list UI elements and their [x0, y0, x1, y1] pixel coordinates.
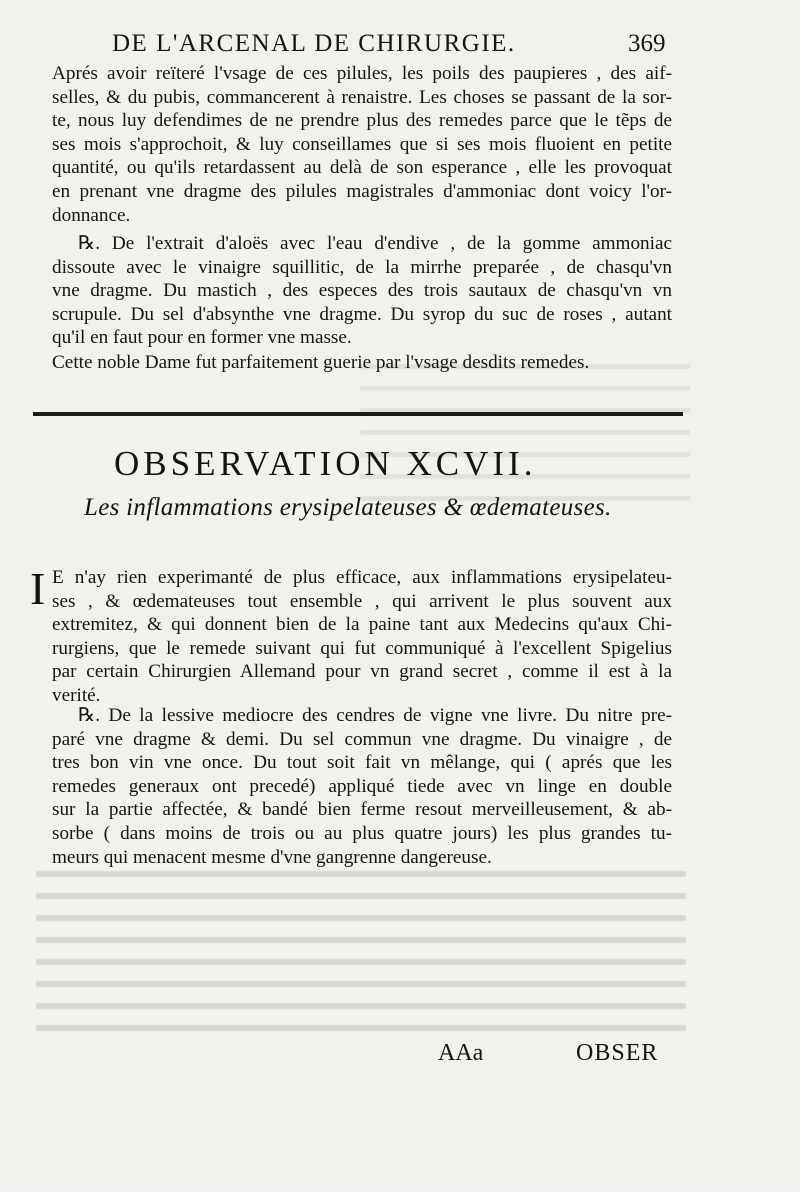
conclusion-line — [52, 351, 672, 375]
text-line: paré vne dragme & demi. Du sel commun vne dragme. Du vinaigre , de — [52, 728, 672, 750]
observation-subtitle: Les inflammations erysipelateuses & œdemateuses. — [84, 494, 612, 521]
text-line: E n'ay rien experimanté de plus efficace, aux inflammations erysipelateu- — [52, 567, 672, 588]
text-line: ℞. De la lessive mediocre des cendres de vigne vne livre. Du nitre pre- — [78, 705, 672, 726]
text-line: scrupule. Du sel d'absynthe vne dragme. Du syrop du suc de roses , autant — [52, 303, 672, 325]
recipe-lye-remedy — [52, 704, 672, 869]
text-line: sur la partie affectée, & bandé bien ferme resout merveilleusement, & ab- — [52, 799, 672, 821]
text-line: donnance. — [52, 204, 131, 226]
page-number: 369 — [628, 30, 666, 57]
text-line: ses mois s'approchoit, & luy conseillames que si ses mois fluoient en petite — [52, 133, 672, 155]
observation-paragraph — [52, 566, 672, 708]
text-line: meurs qui menacent mesme d'vne gangrenne dangereuse. — [52, 846, 492, 868]
text-line: sorbe ( dans moins de trois ou au plus quatre jours) les plus grandes tu- — [52, 822, 672, 844]
paragraph-continued — [52, 62, 672, 227]
text-line: rurgiens, que le remede suivant qui fut communiqué à l'excellent Spigelius — [52, 637, 672, 659]
text-line: extremitez, & qui donnent bien de la paine tant aux Medecins qu'aux Chi- — [52, 614, 672, 636]
text-line: Cette noble Dame fut parfaitement guerie par l'vsage desdits remedes. — [52, 352, 590, 373]
signature-mark: AAa — [438, 1040, 484, 1066]
text-line: Aprés avoir reïteré l'vsage de ces pilules, les poils des paupieres , des aif- — [52, 63, 672, 84]
text-line: te, nous luy defendimes de ne prendre plus des remedes parce que le tẽps de — [52, 110, 672, 132]
text-line: selles, & du pubis, commancerent à renaistre. Les choses se passant de la sor- — [52, 86, 672, 108]
recipe-ammoniac-pills — [52, 232, 672, 350]
text-line: qu'il en faut pour en former vne masse. — [52, 327, 352, 349]
observation-title: OBSERVATION XCVII. — [114, 444, 537, 483]
section-rule — [33, 412, 683, 416]
bleed-through-texture — [36, 862, 686, 1032]
text-line: ses , & œdemateuses tout ensemble , qui arrivent le plus souvent aux — [52, 590, 672, 612]
text-line: dissoute avec le vinaigre squillitic, de la mirrhe preparée , de chasqu'vn — [52, 256, 672, 278]
catchword: OBSER — [576, 1040, 659, 1066]
text-line: vne dragme. Du mastich , des especes des trois sautaux de chasqu'vn vn — [52, 280, 672, 302]
text-line: verité. — [52, 684, 101, 706]
text-line: en prenant vne dragme des pilules magistrales d'ammoniac dont voicy l'or- — [52, 180, 672, 202]
running-head: DE L'ARCENAL DE CHIRURGIE. — [112, 30, 516, 57]
text-line: ℞. De l'extrait d'aloës avec l'eau d'endive , de la gomme ammoniac — [78, 233, 672, 254]
text-line: remedes generaux ont precedé) appliqué tiede avec vn linge en double — [52, 775, 672, 797]
bleed-through-texture — [360, 355, 690, 515]
text-line: tres bon vin vne once. Du tout soit fait vn mêlange, qui ( aprés que les — [52, 752, 672, 774]
text-line: par certain Chirurgien Allemand pour vn grand secret , comme il est à la — [52, 661, 672, 683]
drop-cap: I — [30, 563, 46, 614]
text-line: quantité, ou qu'ils retardassent au delà de son esperance , elle les provoquat — [52, 157, 672, 179]
